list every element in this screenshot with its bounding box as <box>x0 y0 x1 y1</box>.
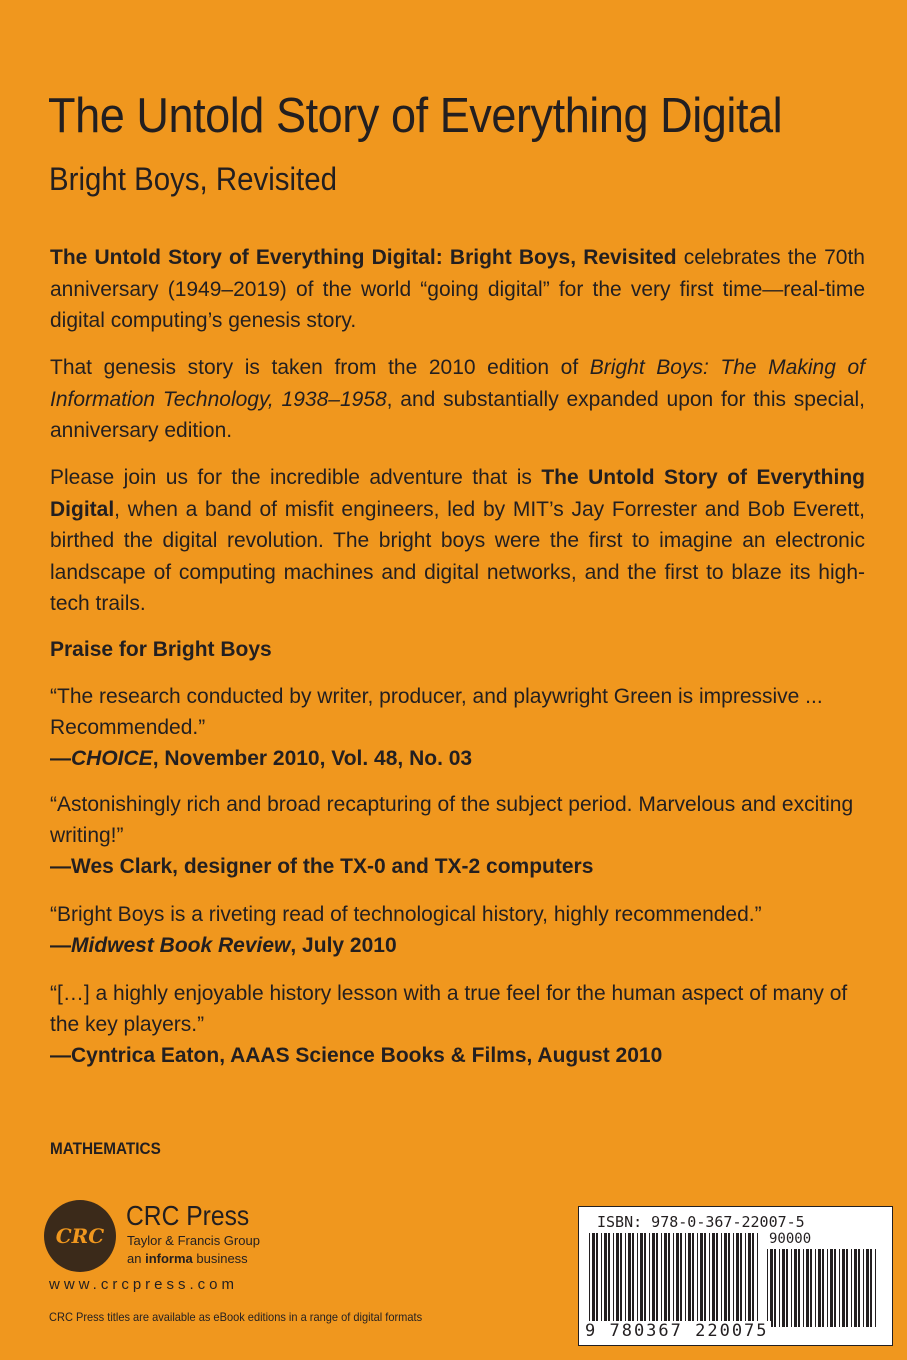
crc-logo-icon <box>44 1200 116 1272</box>
description-paragraph-1 <box>50 242 865 337</box>
book-subtitle: Bright Boys, Revisited <box>49 161 337 197</box>
business-suffix: business <box>192 1251 248 1266</box>
review-quote-1 <box>50 681 865 774</box>
review-source-italic: CHOICE <box>71 747 153 770</box>
attribution-dash: — <box>50 747 71 770</box>
review-quote-text: “The research conducted by writer, producer, and playwright Green is impressive ... Recommended.” <box>50 685 823 739</box>
review-quote-text: “[…] a highly enjoyable history lesson with a true feel for the human aspect of many of the key players.” <box>50 982 848 1036</box>
publisher-website: www.crcpress.com <box>49 1276 239 1293</box>
description-paragraph-2 <box>50 352 865 447</box>
publisher-group: Taylor & Francis Group <box>127 1233 260 1248</box>
attribution-detail: , November 2010, Vol. 48, No. 03 <box>152 747 473 770</box>
barcode-bars <box>587 1233 763 1329</box>
publisher-business-line <box>127 1251 248 1267</box>
barcode-digits: 9 780367 220075 <box>585 1321 769 1341</box>
review-attribution <box>50 930 865 961</box>
book-title: The Untold Story of Everything Digital <box>48 89 783 143</box>
attribution-dash: — <box>50 934 71 957</box>
review-quote-2 <box>50 789 865 882</box>
isbn-barcode <box>578 1206 893 1346</box>
ebook-note: CRC Press titles are available as eBook editions in a range of digital formats <box>49 1310 423 1324</box>
business-prefix: an <box>127 1251 146 1266</box>
description-title-bold: The Untold Story of Everything Digital: Bright Boys, Revisited <box>50 246 677 269</box>
review-attribution: —Cyntrica Eaton, AAAS Science Books & Films, August 2010 <box>50 1044 663 1067</box>
publisher-name: CRC Press <box>126 1200 250 1231</box>
review-quote-3 <box>50 899 865 961</box>
price-code: 90000 <box>769 1231 812 1247</box>
review-attribution <box>50 743 865 774</box>
review-attribution: —Wes Clark, designer of the TX-0 and TX-2 computers <box>50 855 594 878</box>
description-p3-bold: The Untold Story of Everything Digital <box>50 466 865 521</box>
review-quote-4 <box>50 978 865 1071</box>
description-p3-start: Please join us for the incredible adventure that is <box>50 466 542 489</box>
description-p3-end: , when a band of misfit engineers, led by MIT’s Jay Forrester and Bob Everett, birthed the digital revolution. The bright boys were the first to imagine an electronic landscape of computing machines and digital networks, and the first to blaze its high-tech trails. <box>50 497 865 615</box>
praise-heading: Praise for Bright Boys <box>50 638 272 661</box>
isbn-number: ISBN: 978-0-367-22007-5 <box>597 1213 805 1231</box>
review-quote-text: “Astonishingly rich and broad recapturing of the subject period. Marvelous and exciting writing!” <box>50 793 854 847</box>
previous-edition-title: Bright Boys: The Making of Information Technology, 1938–1958 <box>50 356 865 411</box>
description-p1-text: celebrates the 70th anniversary (1949–2019) of the world “going digital” for the very first time—real-time digital computing’s genesis story. <box>50 246 865 332</box>
subject-category: MATHEMATICS <box>50 1139 161 1158</box>
review-quote-text: “Bright Boys is a riveting read of technological history, highly recommended.” <box>50 903 762 926</box>
price-addon-bars <box>765 1249 881 1327</box>
business-bold: informa <box>145 1251 193 1266</box>
review-source-italic: Midwest Book Review <box>71 934 291 957</box>
description-p2-end: , and substantially expanded upon for this special, anniversary edition. <box>50 387 866 442</box>
description-paragraph-3 <box>50 462 865 620</box>
description-p2-start: That genesis story is taken from the 2010 edition of <box>50 356 590 379</box>
crc-logo-text: CRC <box>55 1224 105 1248</box>
attribution-detail: , July 2010 <box>290 934 397 957</box>
